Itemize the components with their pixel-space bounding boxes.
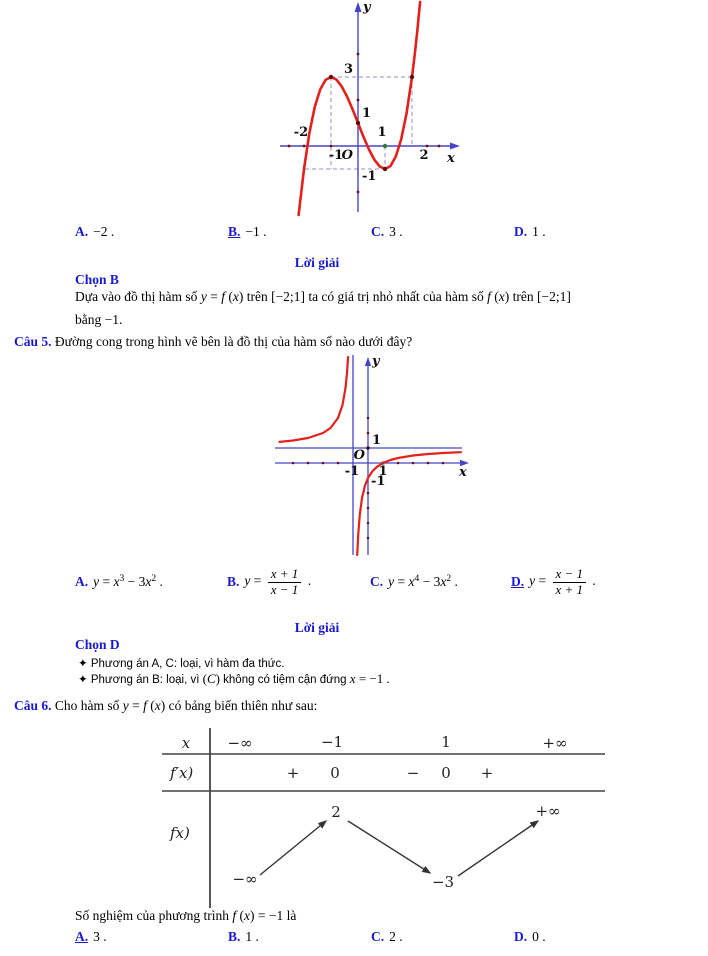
variation-table-svg <box>150 723 615 913</box>
x2-label: 2 <box>419 148 429 163</box>
q6-option-c <box>371 929 403 945</box>
q5-option-b-letter: B. <box>227 574 240 589</box>
q5-option-a-value: $y = x^3 - 3x^2$ . <box>93 574 163 589</box>
y1-dot <box>366 446 370 450</box>
figure-hyperbola-graph <box>265 353 475 561</box>
q6-equation-line: Số nghiệm của phương trình f (x) = −1 là <box>75 908 297 923</box>
q6-option-a-value: 3 . <box>93 929 107 944</box>
q6-option-a <box>75 929 107 945</box>
fp-sign-1: + <box>286 764 300 782</box>
q4-option-b-value: −1 . <box>245 224 267 239</box>
q5-option-c <box>370 558 458 606</box>
y-axis-label: y <box>363 0 371 15</box>
y1-label: 1 <box>372 433 382 448</box>
q5-option-d <box>511 558 596 606</box>
origin-label: O <box>353 448 365 463</box>
q4-option-a-value: −2 . <box>93 224 115 239</box>
q4-option-d <box>514 224 546 240</box>
variation-table <box>150 723 615 917</box>
x-axis-arrow-icon <box>450 143 460 150</box>
q5-question-line <box>14 334 412 350</box>
hyperbola-left-branch <box>280 357 349 442</box>
q6-option-d-letter: D. <box>514 929 528 944</box>
x-axis-label: x <box>447 151 455 166</box>
q6-option-b <box>228 929 259 945</box>
y3-label: 3 <box>343 62 353 77</box>
x-value-minus-1: −1 <box>320 733 344 751</box>
q6-option-a-letter: A. <box>75 929 89 944</box>
q4-option-c <box>371 224 403 240</box>
q5-option-c-letter: C. <box>370 574 384 589</box>
q5-number: Câu 5. <box>14 334 52 349</box>
q5-option-a-letter: A. <box>75 574 89 589</box>
x1-label: 1 <box>378 464 388 479</box>
sol4-heading: Lời giải <box>294 255 340 270</box>
q6-option-c-value: 2 . <box>389 929 403 944</box>
sol5-heading: Lời giải <box>294 620 340 635</box>
f-end-value: +∞ <box>535 802 561 820</box>
cubic-curve <box>299 2 421 215</box>
q6-option-b-letter: B. <box>228 929 241 944</box>
q4-option-d-value: 1 . <box>532 224 546 239</box>
q6-option-c-letter: C. <box>371 929 385 944</box>
sol4-line2: bằng −1. <box>75 312 123 327</box>
fp-sign-2: 0 <box>330 764 340 782</box>
q5-answer-row <box>0 558 708 606</box>
q4-option-a <box>75 224 114 240</box>
fp-sign-5: + <box>480 764 494 782</box>
f-max-value: 2 <box>331 803 341 821</box>
sol4-choice: Chọn B <box>75 272 119 287</box>
fp-sign-3: − <box>406 764 420 782</box>
sol5-bullet-1: ✦ Phương án A, C: loại, vì hàm đa thức. <box>78 658 285 670</box>
x-value-minus-inf: −∞ <box>227 734 253 752</box>
q6-option-b-value: 1 . <box>245 929 259 944</box>
xm1-label: -1 <box>328 148 344 163</box>
q6-number: Câu 6. <box>14 698 52 713</box>
xm2-label: -2 <box>293 125 309 140</box>
green-tick-dot <box>383 144 387 148</box>
q6-answer-row <box>0 929 708 949</box>
q4-option-b <box>228 224 267 240</box>
sol5-choice: Chọn D <box>75 637 120 652</box>
y-axis-arrow-icon <box>365 357 371 366</box>
q4-option-b-letter: B. <box>228 224 241 239</box>
sol5-bullet-2: ✦ Phương án B: loại, vì (C) không có tiệm cận đứng x = −1 . <box>78 671 390 686</box>
q4-option-c-letter: C. <box>371 224 385 239</box>
f-min-value: −3 <box>431 873 455 891</box>
q5-option-d-letter: D. <box>511 574 525 589</box>
f-start-value: −∞ <box>232 870 258 888</box>
q5-option-c-value: $y = x^4 - 3x^2$ . <box>388 574 458 589</box>
x-axis-label: x <box>459 465 467 480</box>
fp-sign-4: 0 <box>441 764 451 782</box>
ym1-label: -1 <box>371 474 386 489</box>
xm1-label: -1 <box>344 464 360 479</box>
q6-intro: Cho hàm số y = f (x) có bảng biến thiên như sau: <box>54 698 318 713</box>
y1-label: 1 <box>362 106 372 121</box>
q5-option-b <box>227 558 311 606</box>
variation-arrows <box>260 821 538 876</box>
hyperbola-right-branch <box>357 452 461 555</box>
figure-cubic-graph <box>272 0 462 222</box>
table-x-label: x <box>181 734 191 752</box>
q6-question-line <box>14 698 317 714</box>
q6-option-d-value: 0 . <box>532 929 546 944</box>
q5-option-a <box>75 558 163 606</box>
q5-option-d-value: y = $\frac{x - 1}{x + 1}$ . <box>529 566 596 597</box>
x1-label: 1 <box>377 125 387 140</box>
q6-option-d <box>514 929 546 945</box>
origin-label: O <box>341 148 353 163</box>
q5-option-b-value: y = $\frac{x + 1}{x - 1}$ . <box>244 566 312 597</box>
q4-option-d-letter: D. <box>514 224 528 239</box>
table-fprime-label: f′x) <box>170 764 194 782</box>
q5-text: Đường cong trong hình vẽ bên là đồ thị của hàm số nào dưới đây? <box>54 334 413 349</box>
q4-answer-row <box>0 224 708 244</box>
q4-option-c-value: 3 . <box>389 224 403 239</box>
q4-option-a-letter: A. <box>75 224 89 239</box>
cubic-graph-svg <box>272 0 462 218</box>
axes-and-asymptotes <box>275 355 462 555</box>
hyperbola-graph-svg <box>265 353 475 557</box>
table-f-label: fx) <box>170 824 190 842</box>
sol4-line1: Dựa vào đồ thị hàm số y = f (x) trên [−2;1] ta có giá trị nhỏ nhất của hàm số f (x) trên [−2;1] <box>75 289 571 304</box>
y-axis-label: y <box>372 354 380 369</box>
ym1-label: -1 <box>362 169 377 184</box>
y-axis-arrow-icon <box>355 2 362 12</box>
x-value-plus-inf: +∞ <box>542 734 568 752</box>
x-value-1: 1 <box>441 733 451 751</box>
